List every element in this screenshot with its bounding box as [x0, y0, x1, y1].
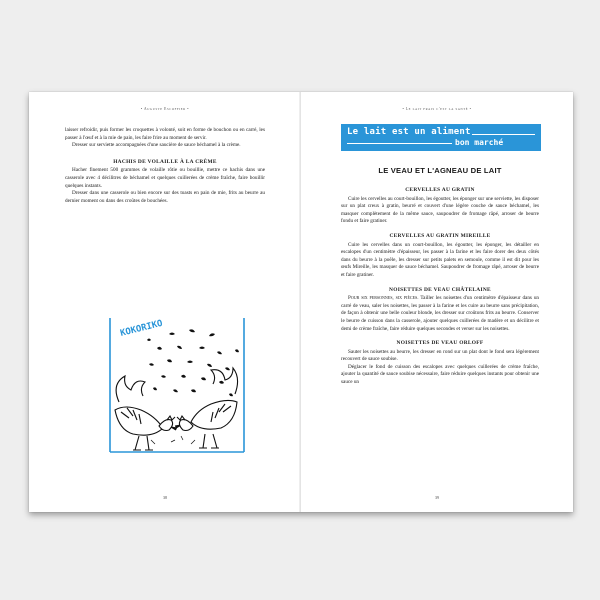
right-page: [301, 92, 573, 512]
chapter-title: LE VEAU ET L'AGNEAU DE LAIT: [378, 166, 502, 175]
left-page: [29, 92, 301, 512]
open-book: [29, 92, 573, 512]
banner-rule-2: [347, 143, 452, 144]
intro-paragraph-2: Dresser sur serviette accompagnées d'une saucière de sauce béchamel à la crème.: [72, 142, 241, 149]
roosters-illustration: [91, 290, 251, 460]
recipe-text-noisettes-orloff-2: Déglacer le fond de cuisson des escalopes avec quelques cuillerées de crème fraîche, ajouter la quantité de sauce soubise nécessaire, faire réduire quelques instants pour obtenir une sauce un: [341, 363, 539, 386]
recipe-paragraph-2: Dresser dans une casserole ou bien encore sur des toasts en pain de mie, frits au beurre au dernier moment ou dans des croûtes de bouchées.: [65, 190, 265, 204]
right-text-block: [341, 182, 539, 387]
recipe-title-hachis: HACHIS DE VOLAILLE À LA CRÈME: [113, 158, 217, 165]
recipe-text-noisettes-chatelaine: [341, 295, 539, 333]
recipe-title-noisettes-orloff: NOISETTES DE VEAU ORLOFF: [396, 340, 484, 347]
recipe-title-cervelles-gratin: CERVELLES AU GRATIN: [405, 187, 475, 193]
dust-marks: [151, 436, 195, 444]
page-number-right: 39: [435, 495, 439, 500]
intro-paragraph-1: laisser refroidir, puis former les croquettes à volonté, soit en forme de bouchon ou en carré, les passer à l'œuf et à la mie de pain, les faire frire au moment de servir.: [65, 127, 265, 141]
chapter-banner: [341, 124, 541, 151]
running-head-right: • Le lait frais c'est la santé •: [402, 107, 472, 111]
banner-rule-1: [472, 134, 535, 135]
recipe-paragraph-1: Hacher finement 500 grammes de volaille rôtie ou bouillie, mettre ce hachis dans une casserole avec 4 décilitres de béchamel et quelques cuillerées de crème fraîche, faire bouillir quelques instants.: [65, 167, 265, 189]
illustration-caption: KOKORIKO: [119, 318, 164, 339]
recipe-text-cervelles-mireille: Cuire les cervelles dans un court-bouillon, les égoutter, les éponger, les détailler en escalopes d'un centimètre d'épaisseur, les passer à la farine et les faire dorer des deux côtés dans du beurre à la poêle, les dresser sur petits palets en semoule, comme il est dit pour les œufs Mireille, les masquer de sauce béchamel. Saupoudrer de fromage râpé, arroser de beurre et faire gratiner.: [341, 241, 539, 278]
left-rooster: [115, 376, 181, 450]
left-text-block: [65, 127, 265, 205]
recipe-text-noisettes-orloff-1: Sauter les noisettes au beurre, les dresser en rond sur un plat dont le fond sera légèrement recouvert de sauce soubise.: [341, 348, 539, 363]
page-number-left: 38: [163, 495, 167, 500]
recipe-lead-portions: Pour six personnes, six pièces.: [348, 295, 419, 302]
feather-burst: [147, 329, 239, 396]
banner-line-2: bon marché: [455, 138, 504, 147]
recipe-title-cervelles-mireille: CERVELLES AU GRATIN MIREILLE: [389, 232, 491, 239]
running-head-left: • Auguste Escoffier •: [140, 107, 190, 111]
recipe-text-cervelles-gratin: Cuire les cervelles au court-bouillon, les égoutter, les éponger sur une serviette, les disposer sur un plat creux à gratin, beurré et couvert d'une légère couche de sauce béchamel, les masquer complètement de la même sauce, saupoudrer de fromage râpé, arroser de beurre fondu et faire gratiner.: [341, 195, 539, 225]
recipe-body-chatelaine: Tailler les noisettes d'un centimètre d'épaisseur dans un carré de veau, saler les noisettes, les passer à la farine et les cuire au beurre sans précipitation, de façon à obtenir une belle couleur blonde, les dresser sur croûtons frits au beurre. Conserver le beurre de cuisson dans la casserole, ajouter quelques cuillerées de madère et un décilitre et demi de crème fraîche, faire réduire quelques secondes et verser sur les noisettes.: [341, 295, 540, 332]
recipe-title-noisettes-chatelaine: NOISETTES DE VEAU CHÂTELAINE: [389, 286, 491, 293]
banner-line-1: Le lait est un aliment: [347, 127, 471, 137]
